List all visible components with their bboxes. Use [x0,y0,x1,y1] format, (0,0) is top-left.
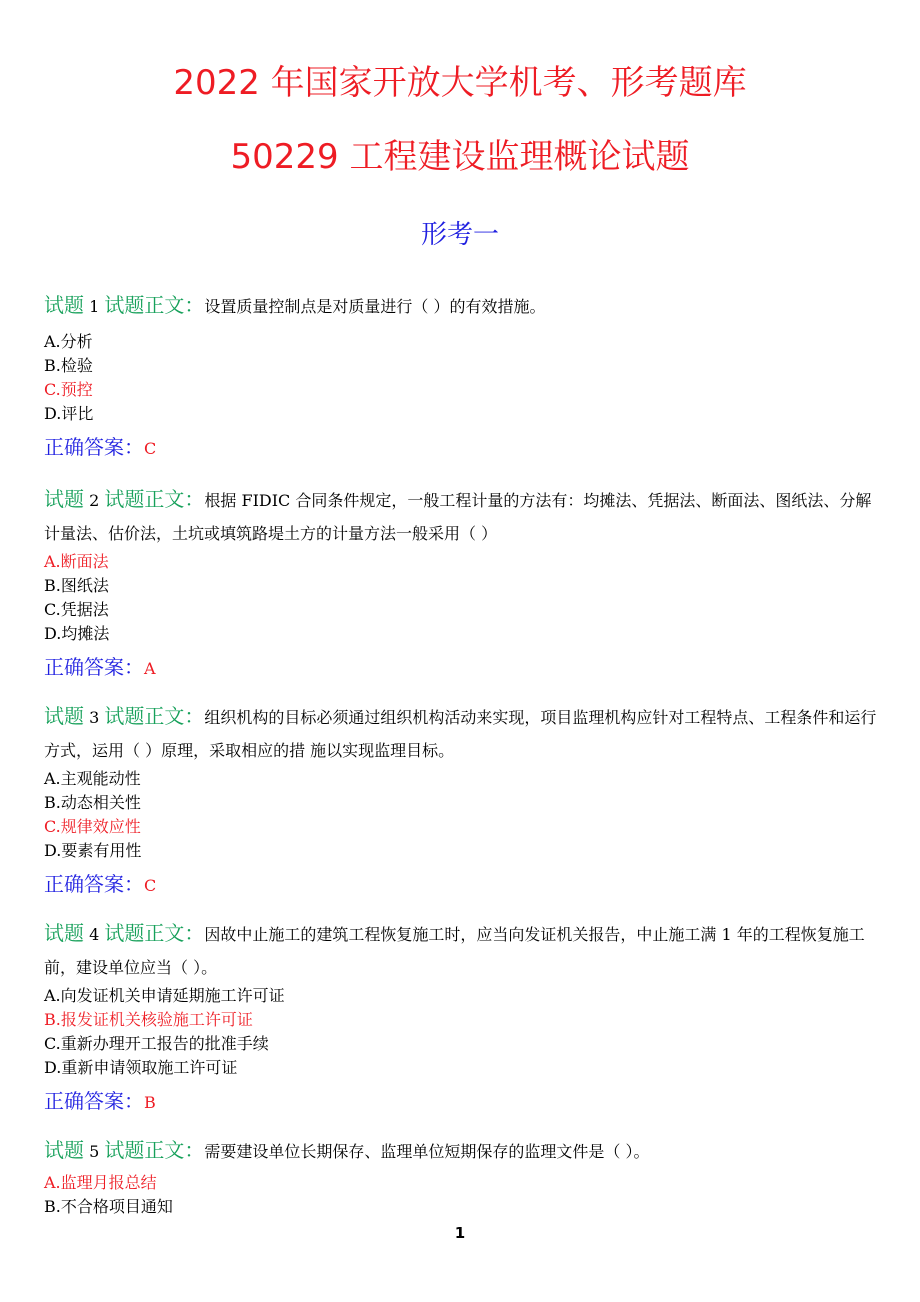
option-d: D.均摊法 [44,624,110,643]
option-b-correct: B.报发证机关核验施工许可证 [44,1010,253,1029]
option-c: C.凭据法 [44,600,109,619]
question-3-stem [44,700,880,767]
answer-line [44,430,880,466]
question-text: 因故中止施工的建筑工程恢复施工时，应当向发证机关报告，中止施工满 1 年的工程恢复施工前，建设单位应当（ ）。 [44,925,865,977]
question-text: 组织机构的目标必须通过组织机构活动来实现，项目监理机构应针对工程特点、工程条件和运行方式，运用（ ）原理，采取相应的措 施以实现监理目标。 [44,708,877,760]
option-a-correct: A.监理月报总结 [44,1173,157,1192]
answer-label: 正确答案： [44,435,144,459]
question-text: 设置质量控制点是对质量进行（ ）的有效措施。 [204,297,546,316]
body-label: 试题正文： [104,921,205,945]
option-c-correct: C.规律效应性 [44,817,141,836]
question-4 [44,917,880,1120]
body-label: 试题正文： [104,704,205,728]
answer-value: C [144,439,157,458]
answer-value: A [144,659,156,678]
question-number: 2 [89,491,100,510]
question-3 [44,700,880,903]
doc-title: 2022 年国家开放大学机考、形考题库 [173,63,747,103]
body-label: 试题正文： [104,293,205,317]
question-1-stem [44,288,880,324]
question-5-stem [44,1133,880,1169]
section-title: 形考一 [420,220,499,250]
option-a-correct: A.断面法 [44,552,109,571]
question-number: 1 [89,297,100,316]
option-a: A.分析 [44,332,93,351]
question-5 [44,1133,880,1219]
option-b: B.检验 [44,356,93,375]
option-d: D.要素有用性 [44,841,142,860]
question-label: 试题 [44,921,84,945]
answer-line [44,1084,880,1120]
answer-label: 正确答案： [44,872,144,896]
question-number: 5 [89,1142,100,1161]
option-b: B.图纸法 [44,576,109,595]
question-text: 需要建设单位长期保存、监理单位短期保存的监理文件是（ ）。 [204,1142,650,1161]
question-label: 试题 [44,704,84,728]
question-label: 试题 [44,293,84,317]
question-4-stem [44,917,880,984]
answer-label: 正确答案： [44,655,144,679]
question-1 [44,288,880,466]
question-label: 试题 [44,1138,84,1162]
option-c-correct: C.预控 [44,380,93,399]
option-b: B.动态相关性 [44,793,141,812]
doc-subtitle: 50229 工程建设监理概论试题 [230,137,690,177]
answer-label: 正确答案： [44,1089,144,1113]
option-d: D.评比 [44,404,94,423]
body-label: 试题正文： [104,487,205,511]
page-number: 1 [454,1224,466,1242]
question-number: 3 [89,708,100,727]
answer-line [44,650,880,686]
answer-value: C [144,876,157,895]
option-a: A.向发证机关申请延期施工许可证 [44,986,285,1005]
option-b: B.不合格项目通知 [44,1197,173,1216]
question-2 [44,483,880,686]
question-text: 根据 FIDIC 合同条件规定，一般工程计量的方法有：均摊法、凭据法、断面法、图纸法、分解计量法、估价法，土坑或填筑路堤土方的计量方法一般采用（ ） [44,491,872,543]
question-2-stem [44,483,880,550]
body-label: 试题正文： [104,1138,205,1162]
option-a: A.主观能动性 [44,769,141,788]
option-c: C.重新办理开工报告的批准手续 [44,1034,269,1053]
question-number: 4 [89,925,100,944]
answer-line [44,867,880,903]
option-d: D.重新申请领取施工许可证 [44,1058,238,1077]
answer-value: B [144,1093,156,1112]
question-label: 试题 [44,487,84,511]
